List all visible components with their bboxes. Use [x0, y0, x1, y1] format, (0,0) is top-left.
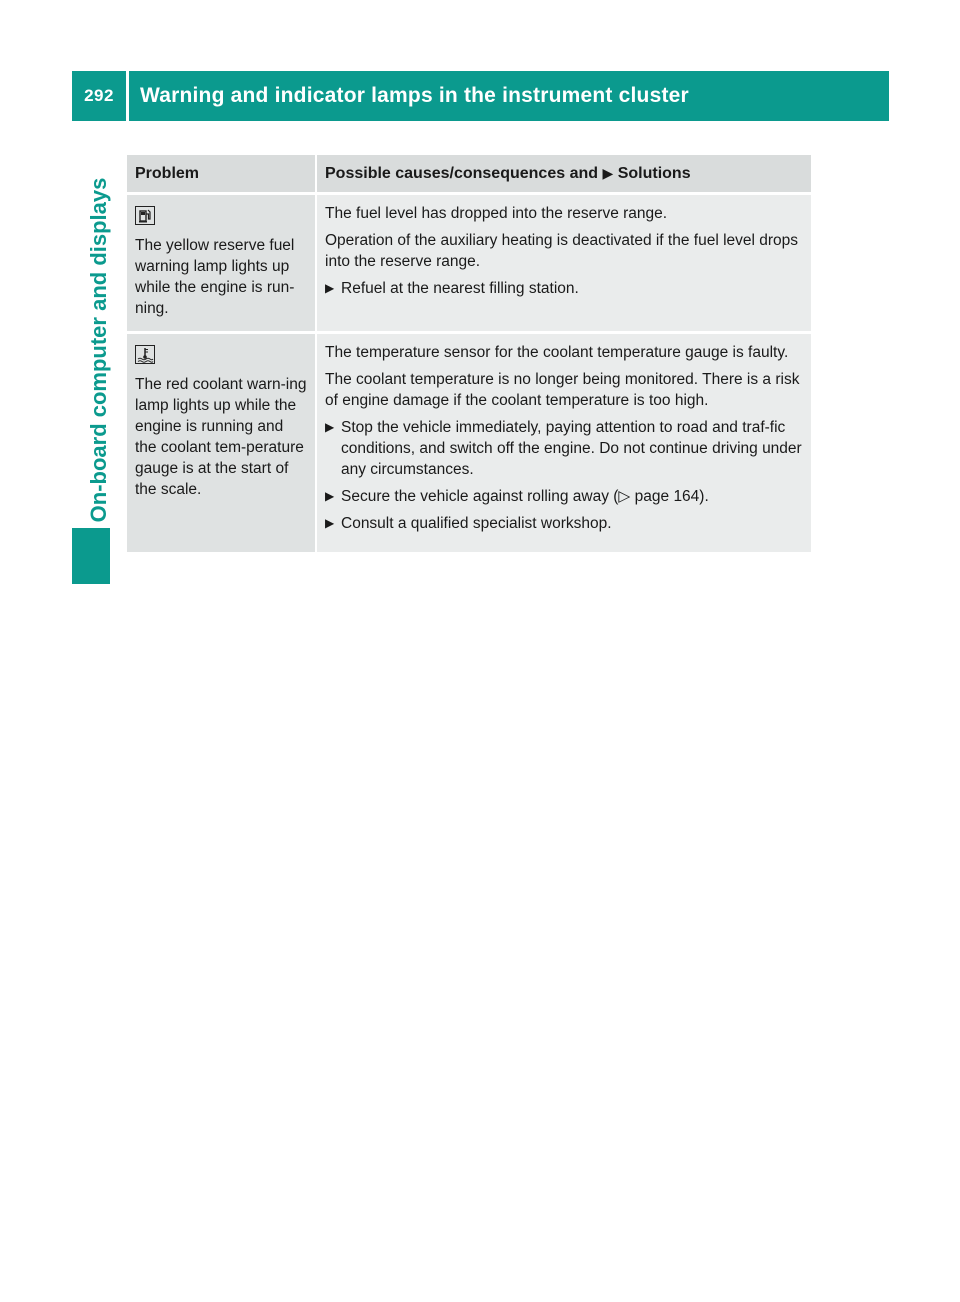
solution-cell	[317, 331, 811, 552]
arrow-right-icon: ▶	[602, 165, 614, 181]
section-side-marker	[72, 528, 110, 584]
problem-description: The yellow reserve fuel warning lamp lights up while the engine is run-ning.	[135, 237, 295, 317]
solution-step	[325, 417, 803, 480]
solution-step	[325, 486, 803, 507]
coolant-temperature-icon	[135, 345, 155, 364]
cause-paragraph: Operation of the auxiliary heating is deactivated if the fuel level drops into the reserve range.	[325, 232, 799, 270]
solutions-header-prefix: Possible causes/consequences and	[325, 165, 599, 182]
column-header-problem: Problem	[127, 155, 317, 192]
table-header-row	[127, 155, 811, 192]
step-text: Stop the vehicle immediately, paying attention to road and traf-fic conditions, and switch off the engine. Do not continue driving under any circumstances.	[341, 419, 802, 478]
step-text: Consult a qualified specialist workshop.	[341, 515, 612, 532]
problem-cell	[127, 331, 317, 552]
step-text: Refuel at the nearest filling station.	[341, 280, 579, 297]
column-header-solutions	[317, 155, 811, 192]
header-divider	[126, 71, 129, 121]
problem-solution-table	[127, 155, 811, 552]
solutions-header-suffix: Solutions	[617, 165, 691, 182]
step-arrow-icon: ▶	[325, 516, 335, 530]
page-title: Warning and indicator lamps in the instrument cluster	[140, 84, 689, 107]
cause-paragraph: The fuel level has dropped into the reserve range.	[325, 205, 668, 222]
section-side-label: On-board computer and displays	[86, 177, 111, 523]
solution-step	[325, 278, 803, 299]
solution-step	[325, 513, 803, 534]
table-row	[127, 192, 811, 331]
problem-cell	[127, 192, 317, 331]
problem-description: The red coolant warn-ing lamp lights up while the engine is running and the coolant tem-perature gauge is at the start of the scale.	[135, 376, 307, 498]
cause-paragraph: The temperature sensor for the coolant temperature gauge is faulty.	[325, 344, 789, 361]
step-arrow-icon: ▶	[325, 281, 335, 295]
fuel-pump-icon	[135, 206, 155, 225]
cause-paragraph: The coolant temperature is no longer being monitored. There is a risk of engine damage if the coolant temperature is too high.	[325, 371, 800, 409]
page-number: 292	[84, 86, 114, 105]
solution-cell	[317, 192, 811, 331]
step-arrow-icon: ▶	[325, 489, 335, 503]
table-row	[127, 331, 811, 552]
step-text: Secure the vehicle against rolling away (▷ page 164).	[341, 488, 709, 505]
step-arrow-icon: ▶	[325, 420, 335, 434]
